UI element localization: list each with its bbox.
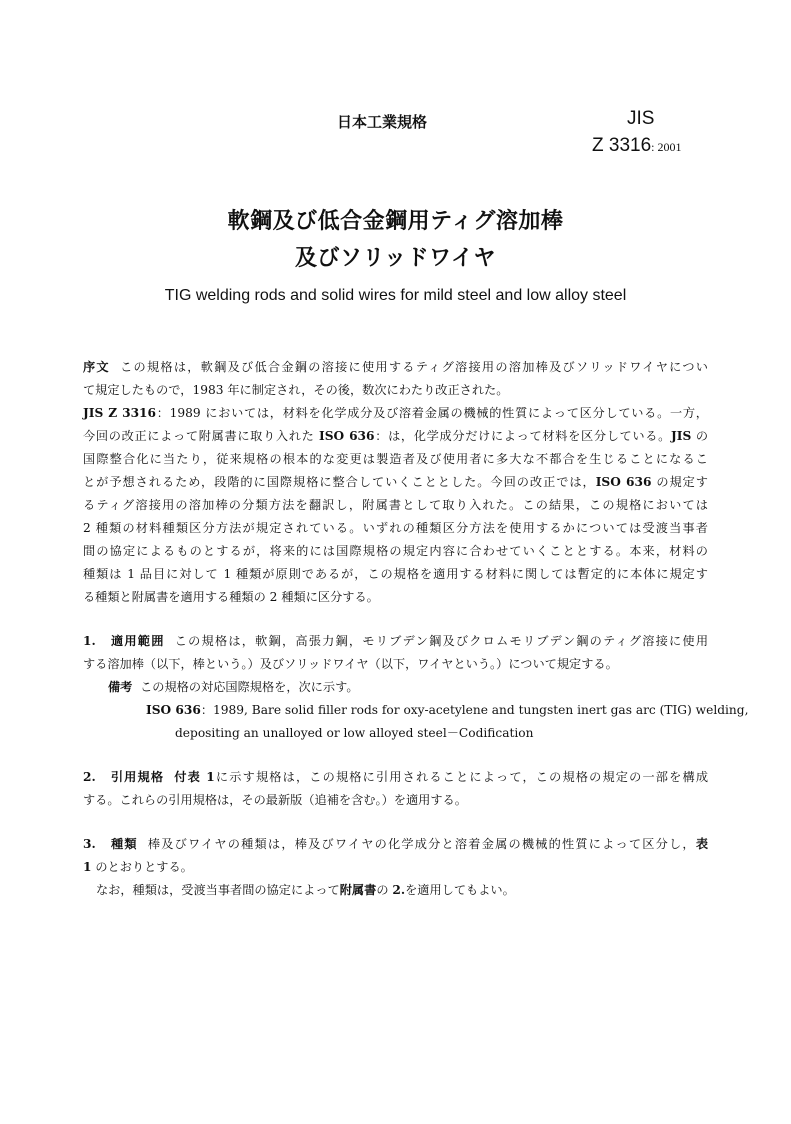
section-number: 2.	[83, 770, 96, 784]
foreword-line-6	[83, 473, 708, 490]
foreword-text: 今回の改正によって附属書に取り入れた	[83, 429, 320, 443]
section-text: 棒及びワイヤの種類は，棒及びワイヤの化学成分と溶着金属の機械的性質によって区分し，	[147, 837, 696, 851]
iso-text: ：1989, Bare solid filler rods for oxy-acetylene and tungsten inert gas arc (TIG) welding,	[200, 703, 749, 717]
section-text: のとおりとする。	[91, 860, 193, 874]
section-heading: 適用範囲	[111, 634, 165, 648]
foreword-line-3	[83, 404, 708, 421]
table-ref: 付表 1	[174, 770, 215, 784]
section-number: 3.	[83, 837, 96, 851]
standard-name: 日本工業規格	[337, 113, 428, 131]
iso-ref: ISO 636	[146, 703, 201, 717]
section-2-line-2: する。これらの引用規格は，その最新版（追補を含む。）を適用する。	[83, 793, 467, 807]
section-text: を適用してもよい。	[405, 883, 515, 897]
foreword-ref: JIS Z 3316	[83, 406, 157, 420]
jis-label: JIS	[627, 108, 655, 129]
note-heading: 備考	[108, 680, 133, 694]
foreword-line-8: 2 種類の材料種類区分方法が規定されている。いずれの種類区分方法を使用するかについては受渡当事者	[83, 521, 708, 535]
note-text: この規格の対応国際規格を，次に示す。	[140, 680, 359, 694]
foreword-text: の規定す	[651, 475, 708, 489]
title-line-2: 及びソリッドワイヤ	[295, 246, 496, 271]
foreword-heading: 序文	[83, 360, 110, 374]
clause-ref: 2.	[392, 883, 406, 897]
section-1-line-2: する溶加棒（以下，棒という。）及びソリッドワイヤ（以下，ワイヤという。）について規定する。	[83, 657, 618, 671]
table-ref: 1	[83, 860, 92, 874]
iso-reference-line-2: depositing an unalloyed or low alloyed steel－Codification	[175, 726, 534, 740]
foreword-ref: ISO 636	[595, 475, 652, 489]
foreword-line-2: て規定したもので，1983 年に制定され，その後，数次にわたり改正された。	[83, 383, 509, 397]
foreword-line-4	[83, 427, 708, 444]
section-1-note	[108, 678, 359, 695]
foreword-line-1	[83, 358, 708, 375]
section-1-line-1	[83, 632, 708, 649]
annex-ref: 附属書	[339, 883, 377, 897]
foreword-ref: JIS	[671, 429, 692, 443]
title-line-1: 軟鋼及び低合金鋼用ティグ溶加棒	[227, 209, 564, 234]
foreword-text: ：は，化学成分だけによって材料を区分している。	[374, 429, 671, 443]
section-3-line-1	[83, 835, 708, 852]
foreword-text: この規格は，軟鋼及び低合金鋼の溶接に使用するティグ溶接用の溶加棒及びソリッドワイヤについ	[120, 360, 708, 374]
section-heading: 引用規格	[110, 770, 165, 784]
section-3-line-3	[96, 881, 515, 898]
foreword-ref: ISO 636	[319, 429, 375, 443]
foreword-line-11: る種類と附属書を適用する種類の 2 種類に区分する。	[83, 590, 379, 604]
english-title: TIG welding rods and solid wires for mild steel and low alloy steel	[164, 287, 627, 304]
foreword-line-7: るティグ溶接用の溶加棒の分類方法を翻訳し，附属書として取り入れた。この結果，この規格においては	[83, 498, 708, 512]
foreword-line-10: 種類は 1 品目に対して 1 種類が原則であるが，この規格を適用する材料に関しては暫定的に本体に規定す	[83, 567, 708, 581]
foreword-line-9: 間の協定によるものとするが，将来的には国際規格の規定内容に合わせていくこととする。本来，材料の	[83, 544, 708, 558]
section-text: この規格は，軟鋼，高張力鋼，モリブデン鋼及びクロムモリブデン鋼のティグ溶接に使用	[174, 634, 709, 648]
foreword-line-5: 国際整合化に当たり，従来規格の根本的な変更は製造者及び使用者に多大な不都合を生じることになるこ	[83, 452, 708, 466]
section-3-line-2	[83, 858, 193, 875]
section-number: 1.	[83, 634, 96, 648]
table-ref: 表	[695, 837, 708, 851]
section-heading: 種類	[110, 837, 138, 851]
section-text: に示す規格は，この規格に引用されることによって，この規格の規定の一部を構成	[214, 770, 709, 784]
foreword-text: の	[691, 429, 709, 443]
section-2-line-1	[83, 768, 708, 785]
code-number: Z 3316	[592, 135, 652, 156]
foreword-text: ：1989 においては，材料を化学成分及び溶着金属の機械的性質によって区分している。一方，	[156, 406, 708, 420]
section-text: なお，種類は，受渡当事者間の協定によって	[96, 883, 340, 897]
code-year: : 2001	[651, 140, 682, 154]
iso-reference-line-1	[146, 701, 749, 718]
section-text: の	[376, 883, 393, 897]
foreword-text: とが予想されるため，段階的に国際規格に整合していくこととした。今回の改正では，	[83, 475, 596, 489]
standard-code	[592, 135, 682, 157]
